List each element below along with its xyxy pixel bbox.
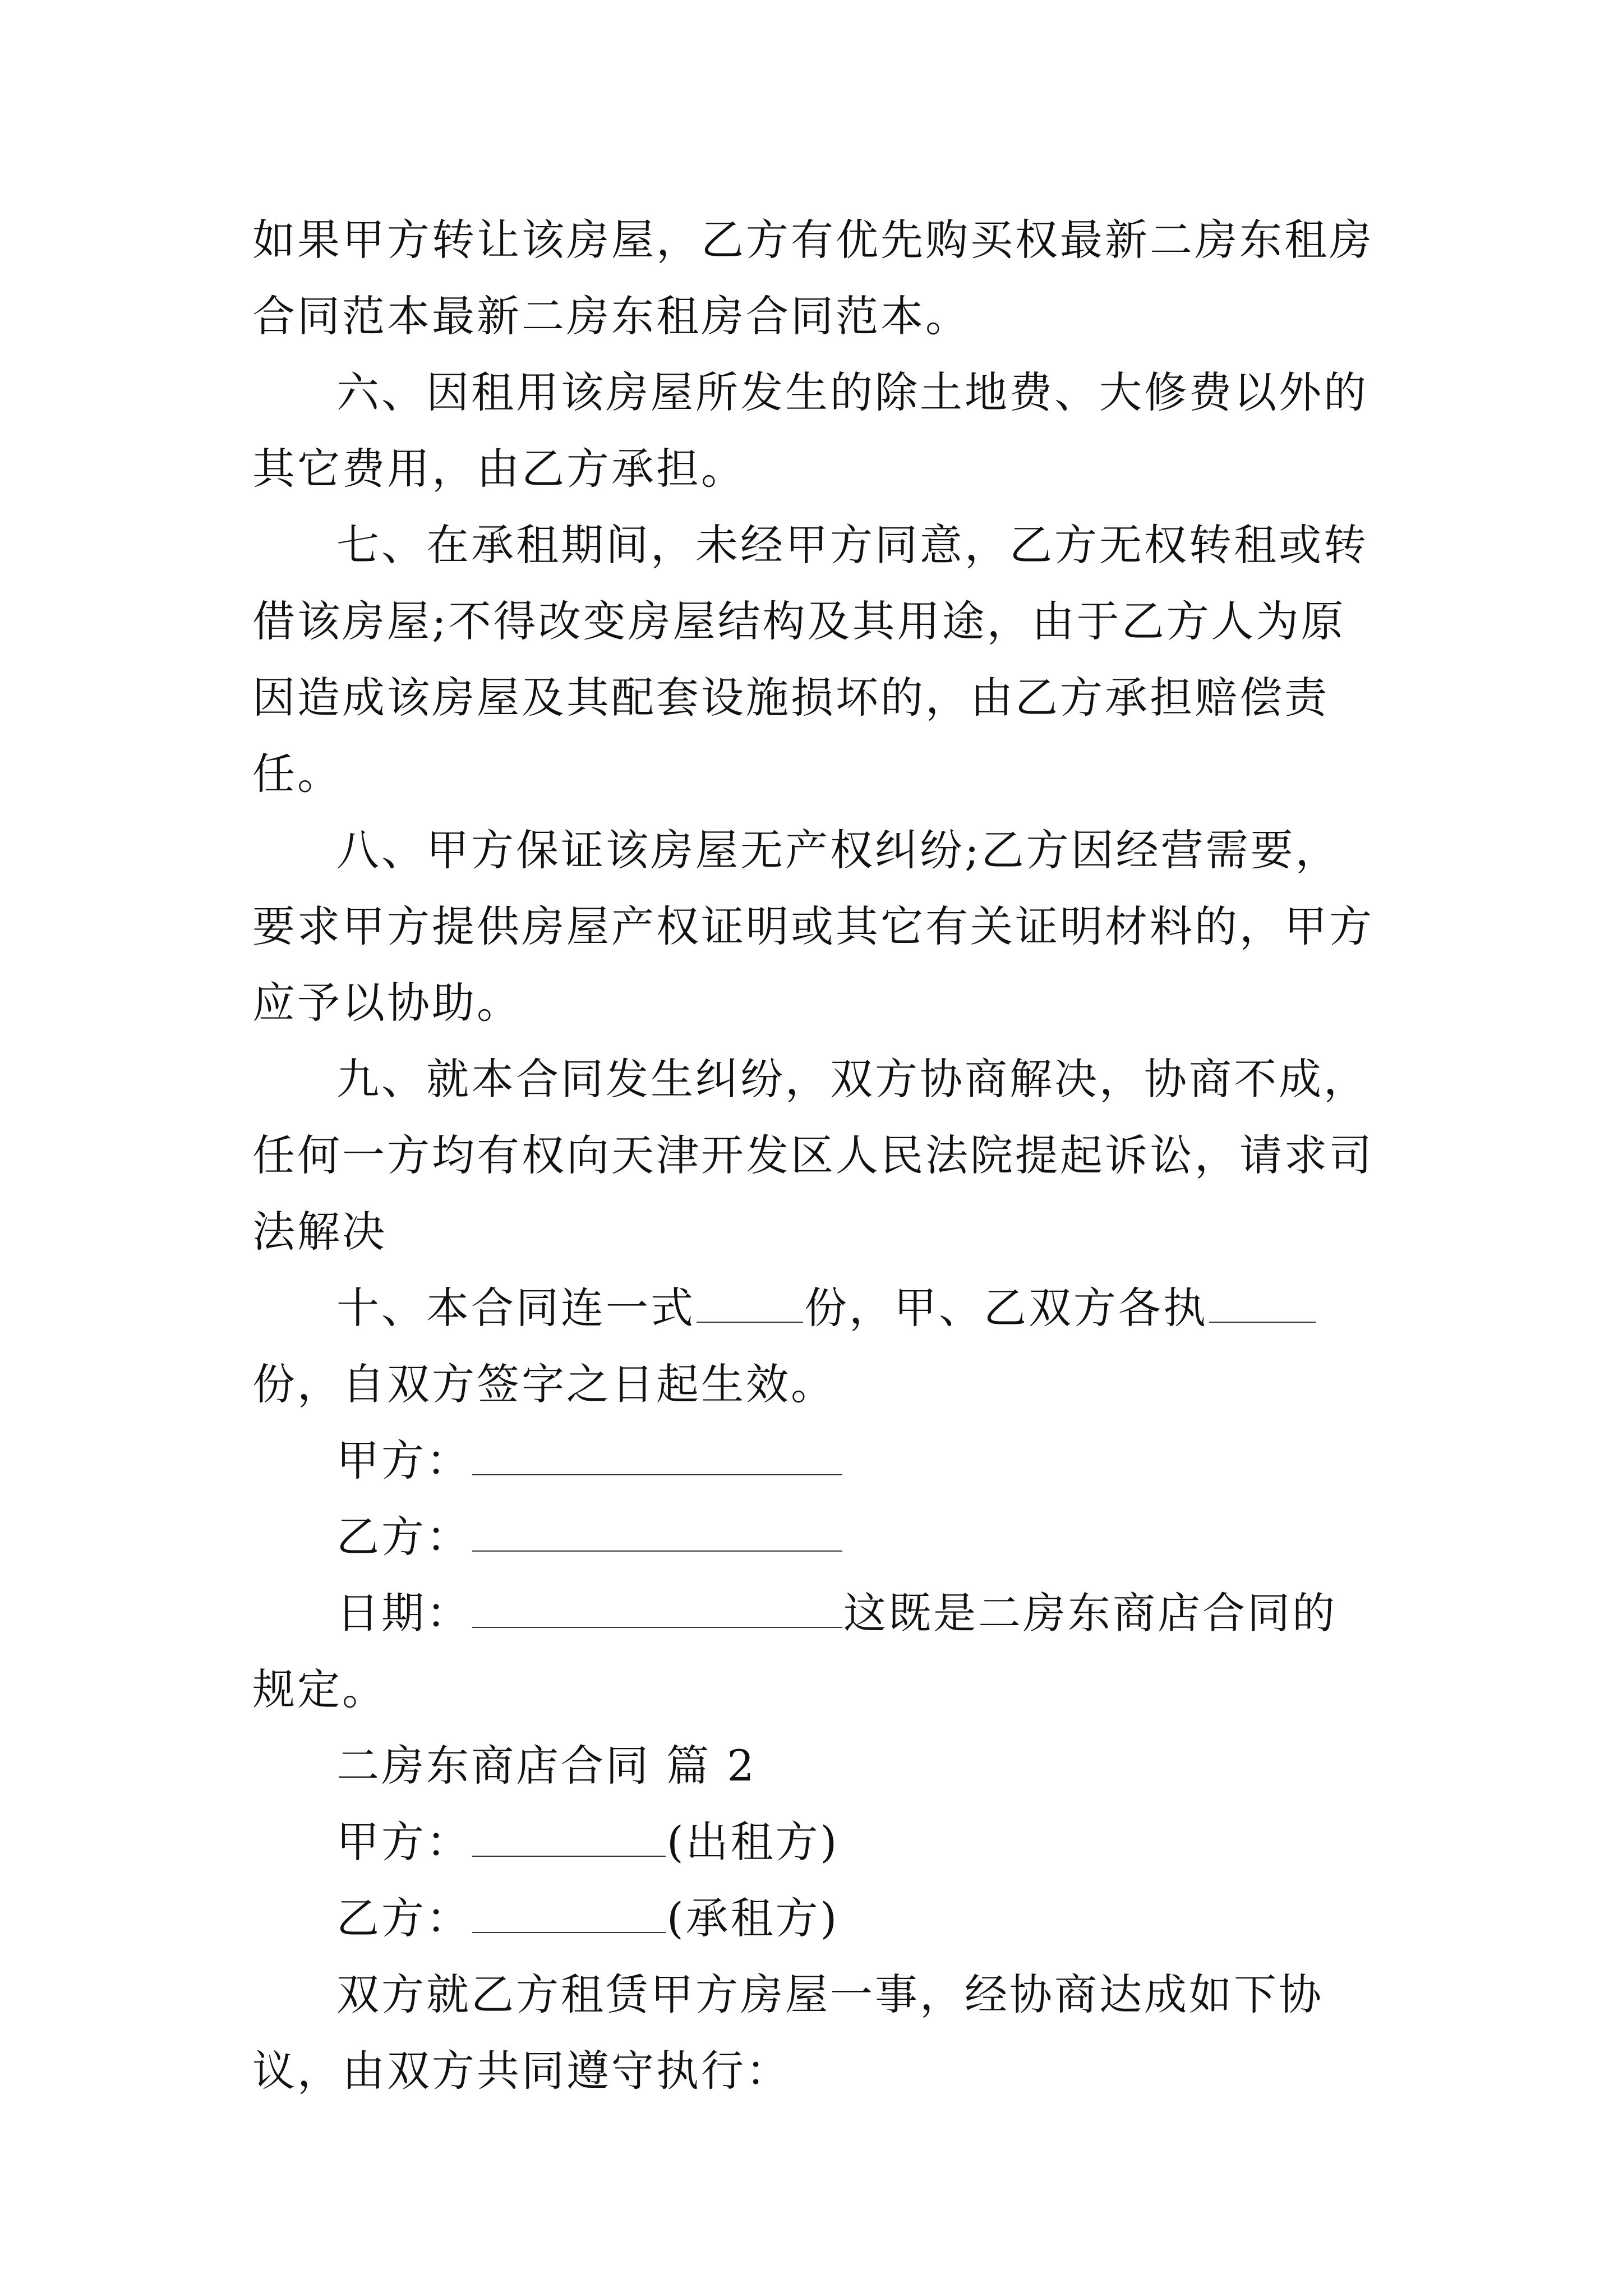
paragraph-purchase-right: 如果甲方转让该房屋，乙方有优先购买权最新二房东租房合同范本最新二房东租房合同范本。	[252, 215, 1374, 341]
paragraph-clause-9: 九、就本合同发生纠纷，双方协商解决，协商不成，任何一方均有权向天津开发区人民法院提起诉讼，请求司法解决	[252, 1054, 1374, 1257]
signature-party-b-label: 乙方：	[336, 1512, 471, 1562]
paragraph-clause-6: 六、因租用该房屋所发生的除土地费、大修费以外的其它费用，由乙方承担。	[252, 367, 1368, 494]
signature-date-after: 这既是二房东商店合同的规定。	[252, 1588, 1337, 1714]
section-2-party-a-role: (出租方)	[667, 1817, 840, 1867]
section-2-party-b-label: 乙方：	[336, 1893, 471, 1943]
signature-date	[252, 1575, 1374, 1728]
paragraph-clause-10	[252, 1270, 1374, 1423]
document-body	[252, 202, 1374, 2109]
paragraph-clause-7: 七、在承租期间，未经甲方同意，乙方无权转租或转借该房屋;不得改变房屋结构及其用途，由于乙方人为原因造成该房屋及其配套设施损坏的，由乙方承担赔偿责任。	[252, 520, 1368, 799]
section-2-title: 二房东商店合同 篇 2	[336, 1741, 757, 1791]
clause-10-text-1: 十、本合同连一式	[336, 1283, 695, 1333]
copies-each-blank	[1209, 1279, 1316, 1323]
section-2-party-a-blank	[472, 1813, 666, 1857]
signature-party-b-blank	[472, 1508, 842, 1552]
copies-total-blank	[697, 1279, 803, 1323]
section-2-party-a-label: 甲方：	[336, 1817, 471, 1867]
section-2-party-a	[252, 1804, 1374, 1880]
clause-10-text-3: 份，自双方签字之日起生效。	[252, 1359, 836, 1409]
paragraph-clause-8: 八、甲方保证该房屋无产权纠纷;乙方因经营需要，要求甲方提供房屋产权证明或其它有关证明材料的，甲方应予以协助。	[252, 825, 1374, 1028]
section-2-party-b-role: (承租方)	[667, 1893, 840, 1943]
signature-party-b	[252, 1499, 1374, 1575]
clause-10-text-2: 份，甲、乙双方各执	[804, 1283, 1208, 1333]
section-2-party-b-blank	[472, 1889, 666, 1933]
signature-party-a-label: 甲方：	[336, 1435, 471, 1485]
signature-date-blank	[472, 1584, 842, 1628]
signature-party-a-blank	[472, 1432, 842, 1475]
section-2-party-b	[252, 1880, 1374, 1957]
signature-date-label: 日期：	[336, 1588, 471, 1638]
signature-party-a	[252, 1423, 1374, 1499]
section-2-intro: 双方就乙方租赁甲方房屋一事，经协商达成如下协议，由双方共同遵守执行：	[252, 1970, 1324, 2096]
